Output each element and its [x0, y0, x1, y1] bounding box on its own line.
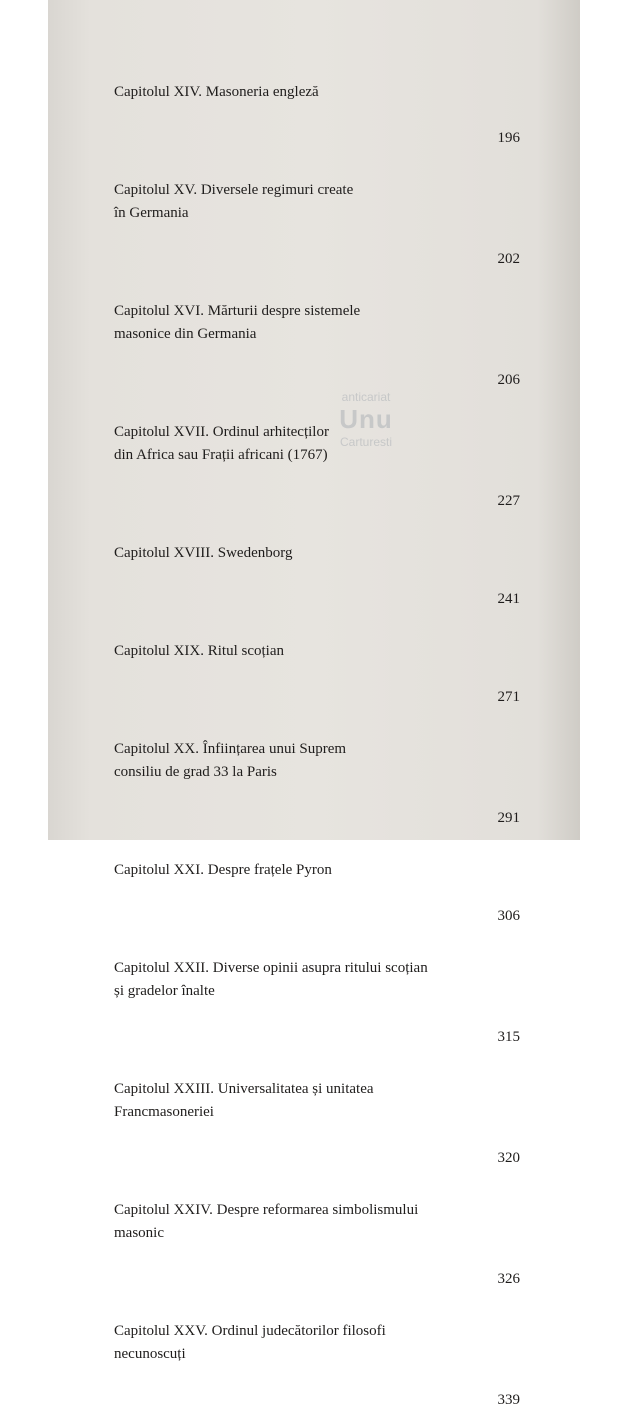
- toc-entry: [114, 1297, 520, 1412]
- toc-entry-page: 202: [497, 251, 520, 267]
- toc-entry-page: 206: [497, 372, 520, 388]
- toc-entry-title: Capitolul XIX. Ritul scoțian: [114, 643, 284, 659]
- toc-entry-page: 320: [497, 1150, 520, 1166]
- toc-entry-page: 306: [497, 908, 520, 924]
- toc-entry-page: 291: [497, 810, 520, 826]
- table-of-contents: [114, 58, 520, 1412]
- toc-entry: [114, 58, 520, 150]
- toc-entry: [114, 156, 520, 271]
- toc-entry-title: Capitolul XXII. Diverse opinii asupra ritului scoțian și gradelor înalte: [114, 960, 428, 999]
- toc-entry: [114, 519, 520, 611]
- toc-entry-title: Capitolul XXIII. Universalitatea și unitatea Francmasoneriei: [114, 1081, 374, 1120]
- toc-entry-page: 241: [497, 591, 520, 607]
- toc-entry-page: 339: [497, 1392, 520, 1408]
- toc-entry-title: Capitolul XVIII. Swedenborg: [114, 545, 293, 561]
- toc-entry-title: Capitolul XIV. Masoneria engleză: [114, 84, 319, 100]
- toc-entry-title: Capitolul XVI. Mărturii despre sistemele masonice din Germania: [114, 303, 361, 342]
- toc-entry: [114, 715, 520, 830]
- anticariat-watermark: [306, 390, 426, 460]
- toc-entry: [114, 1055, 520, 1170]
- toc-entry-title: Capitolul XV. Diversele regimuri create în Germania: [114, 182, 354, 221]
- watermark-line: Unu: [339, 404, 393, 434]
- toc-entry: [114, 1176, 520, 1291]
- toc-entry: [114, 836, 520, 928]
- toc-entry-page: 196: [497, 130, 520, 146]
- toc-entry-title: Capitolul XXV. Ordinul judecătorilor filosofi necunoscuți: [114, 1323, 386, 1362]
- toc-entry-page: 326: [497, 1271, 520, 1287]
- toc-entry-page: 227: [497, 493, 520, 509]
- toc-entry-page: 315: [497, 1029, 520, 1045]
- watermark-line: anticariat: [341, 390, 391, 404]
- toc-entry: [114, 934, 520, 1049]
- toc-entry-title: Capitolul XXI. Despre frațele Pyron: [114, 862, 332, 878]
- book-page: [48, 0, 580, 1408]
- watermark-line: Carturesti: [339, 435, 392, 449]
- toc-entry-page: 271: [497, 689, 520, 705]
- toc-entry: [114, 617, 520, 709]
- toc-entry-title: Capitolul XX. Înființarea unui Suprem consiliu de grad 33 la Paris: [114, 741, 347, 780]
- toc-entry-title: Capitolul XVII. Ordinul arhitecților din Africa sau Frații africani (1767): [114, 424, 329, 463]
- toc-entry-title: Capitolul XXIV. Despre reformarea simbolismului masonic: [114, 1202, 419, 1241]
- toc-entry: [114, 277, 520, 392]
